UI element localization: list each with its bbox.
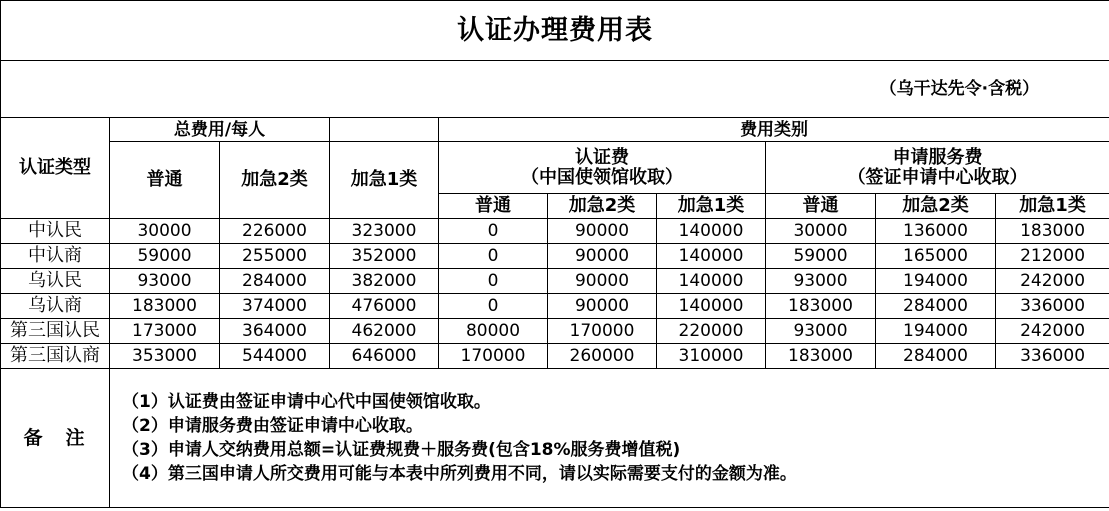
total-urgent2: 374000 [220, 294, 330, 319]
total-urgent1: 476000 [330, 294, 439, 319]
cert-normal: 0 [439, 244, 548, 269]
total-normal: 353000 [110, 344, 220, 369]
row-type: 中认商 [1, 244, 110, 269]
note-line: （4）第三国申请人所交费用可能与本表中所列费用不同，请以实际需要支付的金额为准。 [122, 464, 797, 484]
service-urgent1: 336000 [996, 294, 1109, 319]
cert-urgent2: 90000 [548, 219, 657, 244]
service-fee-header [766, 142, 1109, 194]
service-normal: 59000 [766, 244, 876, 269]
service-urgent1: 336000 [996, 344, 1109, 369]
note-line: （1）认证费由签证申请中心代中国使领馆收取。 [122, 392, 491, 412]
service-urgent2: 284000 [876, 344, 996, 369]
total-normal: 59000 [110, 244, 220, 269]
table-row [1, 344, 1109, 369]
cert-urgent1: 140000 [657, 244, 766, 269]
service-urgent1: 183000 [996, 219, 1109, 244]
service-urgent1: 242000 [996, 269, 1109, 294]
note-line: （2）申请服务费由签证申请中心收取。 [122, 416, 423, 436]
service-fee-collector: （签证申请中心收取） [847, 166, 1028, 188]
cert-fee-header [439, 142, 766, 194]
cert-normal: 80000 [439, 319, 548, 344]
total-fee-header: 总费用/每人 [110, 118, 330, 142]
total-normal-header: 普通 [110, 142, 220, 219]
cert-fee-title: 认证费 [575, 146, 629, 168]
total-urgent2: 364000 [220, 319, 330, 344]
empty-header-cell [330, 118, 439, 142]
total-normal: 30000 [110, 219, 220, 244]
cert-urgent1: 140000 [657, 219, 766, 244]
cert-normal: 0 [439, 269, 548, 294]
service-normal-header: 普通 [766, 194, 876, 219]
table-row [1, 319, 1109, 344]
cert-normal: 0 [439, 219, 548, 244]
cert-urgent2: 90000 [548, 244, 657, 269]
cert-urgent2: 90000 [548, 269, 657, 294]
total-urgent1: 462000 [330, 319, 439, 344]
total-urgent2: 226000 [220, 219, 330, 244]
row-type: 第三国认商 [1, 344, 110, 369]
table-row [1, 244, 1109, 269]
fee-category-header: 费用类别 [439, 118, 1109, 142]
table-row [1, 219, 1109, 244]
total-normal: 173000 [110, 319, 220, 344]
cert-urgent2: 260000 [548, 344, 657, 369]
total-urgent2: 255000 [220, 244, 330, 269]
service-urgent2: 194000 [876, 319, 996, 344]
total-urgent1: 352000 [330, 244, 439, 269]
row-type: 中认民 [1, 219, 110, 244]
service-normal: 183000 [766, 344, 876, 369]
service-urgent1: 242000 [996, 319, 1109, 344]
cert-normal-header: 普通 [439, 194, 548, 219]
service-normal: 93000 [766, 269, 876, 294]
total-normal: 93000 [110, 269, 220, 294]
service-urgent1-header: 加急1类 [996, 194, 1109, 219]
total-urgent1: 646000 [330, 344, 439, 369]
cert-urgent1: 220000 [657, 319, 766, 344]
cert-urgent2-header: 加急2类 [548, 194, 657, 219]
service-normal: 30000 [766, 219, 876, 244]
cert-urgent2: 90000 [548, 294, 657, 319]
notes-label: 备 注 [1, 369, 110, 508]
service-normal: 183000 [766, 294, 876, 319]
row-type: 第三国认民 [1, 319, 110, 344]
table-row [1, 294, 1109, 319]
table-row [1, 269, 1109, 294]
total-urgent1: 382000 [330, 269, 439, 294]
note-line: （3）申请人交纳费用总额=认证费规费＋服务费(包含18%服务费增值税) [122, 440, 681, 460]
row-type: 乌认商 [1, 294, 110, 319]
total-urgent2: 284000 [220, 269, 330, 294]
service-urgent2: 194000 [876, 269, 996, 294]
total-urgent1-header: 加急1类 [330, 142, 439, 219]
cert-normal: 170000 [439, 344, 548, 369]
cert-urgent2: 170000 [548, 319, 657, 344]
cert-urgent1-header: 加急1类 [657, 194, 766, 219]
total-urgent2-header: 加急2类 [220, 142, 330, 219]
cert-urgent1: 140000 [657, 269, 766, 294]
total-urgent2: 544000 [220, 344, 330, 369]
service-urgent1: 212000 [996, 244, 1109, 269]
currency-note: （乌干达先令·含税） [1, 61, 1109, 118]
row-type: 乌认民 [1, 269, 110, 294]
service-urgent2-header: 加急2类 [876, 194, 996, 219]
cert-fee-collector: （中国使领馆收取） [521, 166, 683, 188]
cert-urgent1: 140000 [657, 294, 766, 319]
cert-normal: 0 [439, 294, 548, 319]
total-normal: 183000 [110, 294, 220, 319]
page-title: 认证办理费用表 [1, 1, 1109, 61]
total-urgent1: 323000 [330, 219, 439, 244]
cert-urgent1: 310000 [657, 344, 766, 369]
notes-block [110, 369, 1109, 508]
service-normal: 93000 [766, 319, 876, 344]
service-urgent2: 136000 [876, 219, 996, 244]
service-urgent2: 165000 [876, 244, 996, 269]
cert-type-header: 认证类型 [1, 118, 110, 219]
service-urgent2: 284000 [876, 294, 996, 319]
service-fee-title: 申请服务费 [892, 146, 983, 168]
